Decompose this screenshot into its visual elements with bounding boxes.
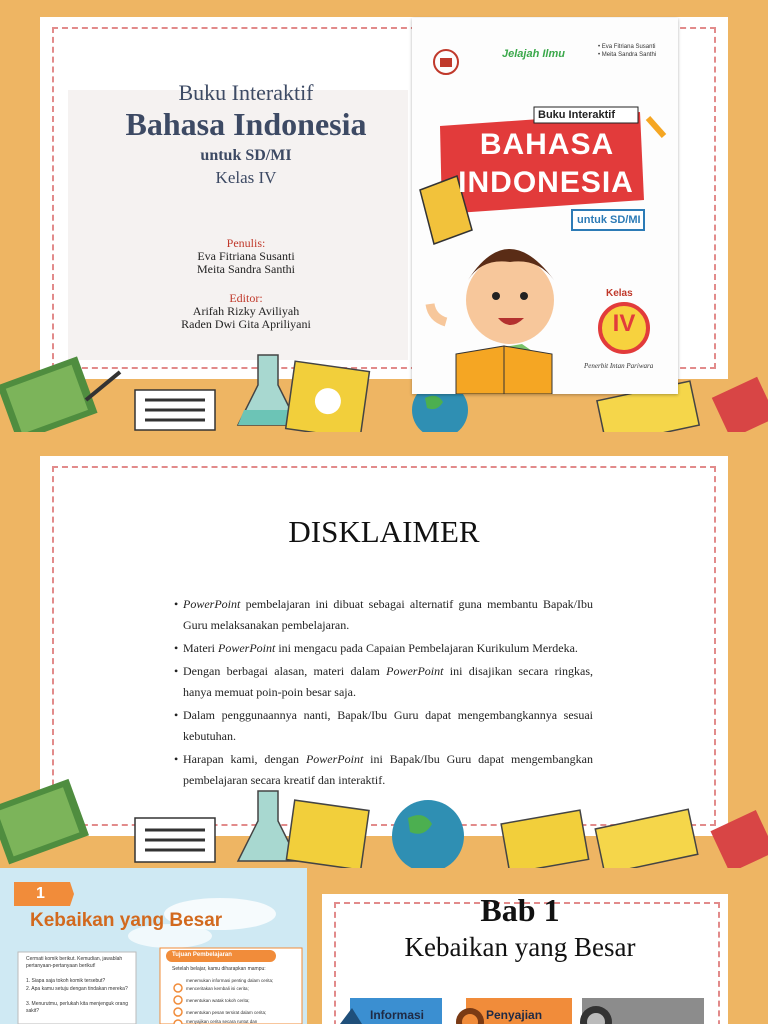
disclaimer-list [175, 594, 593, 793]
slide-chapter[interactable] [0, 868, 768, 1024]
chip-label: Penyajian [486, 1008, 543, 1022]
book-cover-image [412, 18, 678, 394]
slide-disclaimer[interactable] [0, 446, 768, 868]
cover-tag: Buku Interaktif [538, 109, 616, 121]
writer-name: Meita Sandra Santhi [197, 262, 295, 276]
goal-item: menentukan pesan tersirat dalam cerita; [186, 1010, 267, 1015]
thumbnail-question: 1. Siapa saja tokoh komik tersebut? [26, 978, 106, 984]
book-level: untuk SD/MI [200, 147, 292, 164]
cover-level: untuk SD/MI [577, 214, 641, 226]
cover-kelas-value: IV [612, 310, 636, 337]
book-subtitle: Buku Interaktif [178, 80, 314, 105]
chapter-label: Bab 1 [480, 892, 560, 928]
slide-title[interactable] [0, 0, 768, 432]
cover-kelas-label: Kelas [606, 288, 633, 299]
thumbnail-title: Kebaikan yang Besar [30, 910, 223, 931]
section-chip-informasi[interactable] [350, 998, 442, 1024]
chip-label: Informasi [370, 1008, 425, 1022]
goal-item: menemukan informasi penting dalam cerita; [186, 978, 274, 983]
chapter-title: Kebaikan yang Besar [404, 932, 636, 962]
thumbnail-instruction: Cermati komik berikut. Kemudian, jawablah pertanyaan-pertanyaan berikut! [26, 956, 123, 969]
cover-publisher: Penerbit Intan Pariwara [584, 362, 654, 370]
editor-name: Raden Dwi Gita Apriliyani [181, 317, 311, 331]
chapter-page-thumbnail [0, 868, 307, 1024]
goal-label: Tujuan Pembelajaran [172, 952, 232, 958]
editors-label: Editor: [229, 291, 263, 305]
goal-item: menyajikan cerita secara runtut dan [186, 1019, 258, 1024]
list-item: • PowerPoint pembelajaran ini dibuat sebagai alternatif guna membantu Bapak/Ibu Guru melaksanakan pembelajaran. [175, 594, 593, 636]
goal-item: menceritakan kembali isi cerita; [186, 986, 249, 991]
list-item: • Materi PowerPoint ini mengacu pada Capaian Pembelajaran Kurikulum Merdeka. [175, 638, 593, 659]
list-item: • Dengan berbagai alasan, materi dalam PowerPoint ini disajikan secara ringkas, hanya memuat poin-poin besar saja. [175, 661, 593, 703]
editor-name: Arifah Rizky Aviliyah [192, 304, 300, 318]
chapter-number: 1 [36, 885, 45, 902]
goal-item: menentukan watak tokoh cerita; [186, 998, 250, 1003]
thumbnail-question: 2. Apa kamu setuju dengan tindakan mereka? [26, 986, 128, 992]
slide-title: DISKLAIMER [288, 514, 480, 549]
cover-author: • Meita Sandra Santhi [598, 52, 657, 58]
writer-name: Eva Fitriana Susanti [197, 249, 295, 263]
cover-title-line1: BAHASA [479, 128, 615, 161]
cover-brand: Jelajah Ilmu [502, 48, 565, 60]
section-chip-third[interactable] [582, 998, 704, 1024]
book-class: Kelas IV [215, 168, 277, 187]
writers-label: Penulis: [226, 236, 266, 250]
goal-intro: Setelah belajar, kamu diharapkan mampu: [172, 966, 266, 972]
cover-title-line2: INDONESIA [458, 166, 634, 199]
list-item: • Harapan kami, dengan PowerPoint ini Bapak/Ibu Guru dapat mengembangkan pembelajaran secara kreatif dan interaktif. [175, 749, 593, 791]
cover-author: • Eva Fitriana Susanti [598, 44, 656, 50]
list-item: • Dalam penggunaannya nanti, Bapak/Ibu Guru dapat mengembangkannya sesuai kebutuhan. [175, 705, 593, 747]
section-chip-penyajian[interactable] [466, 998, 572, 1024]
book-title: Bahasa Indonesia [125, 106, 367, 142]
thumbnail-question: 3. Menurutmu, perlukah kita menjenguk orang sakit? [26, 1001, 129, 1014]
